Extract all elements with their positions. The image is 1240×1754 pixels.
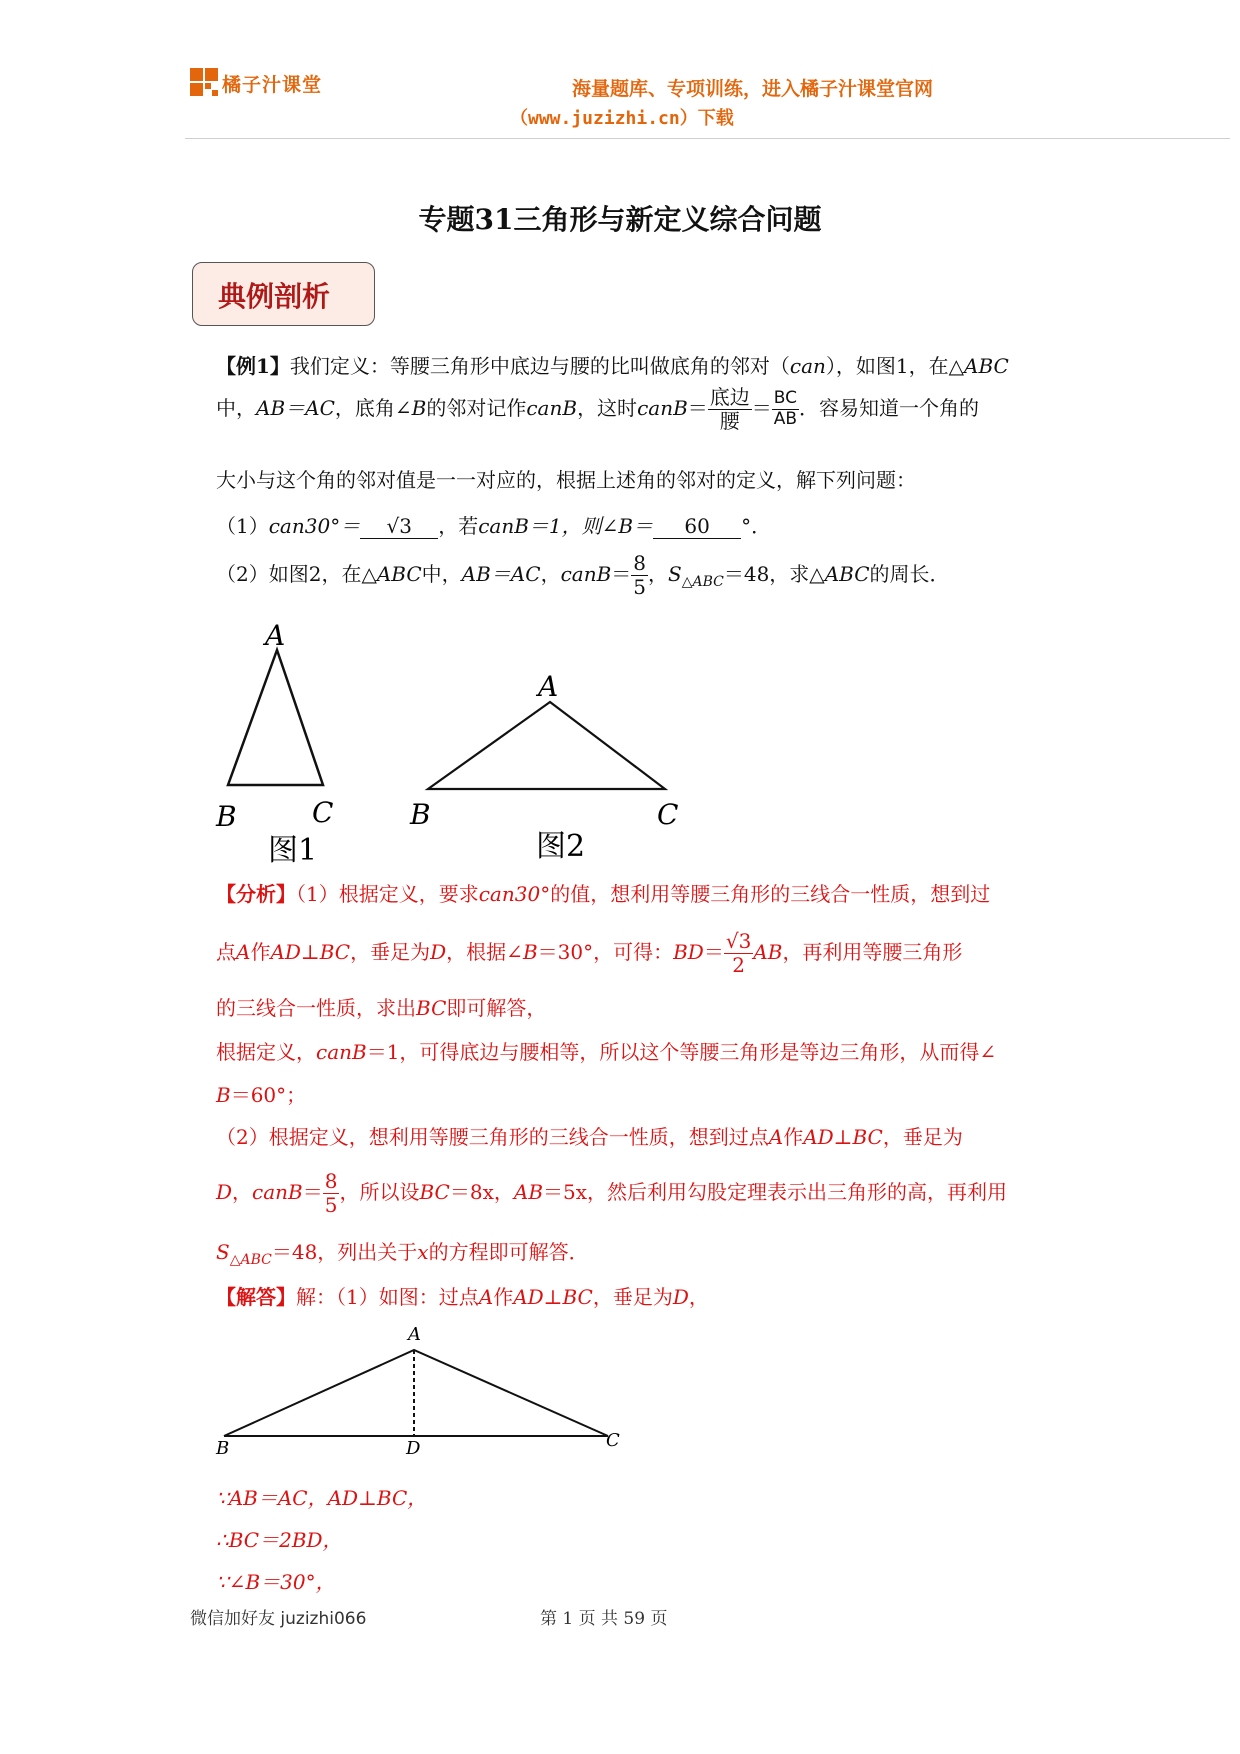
analysis-line-3: 的三线合一性质，求出BC即可解答， [216, 996, 547, 1020]
fig2-caption: 图2 [536, 829, 586, 864]
analysis-line-1: 【分析】（1）根据定义，要求can30°的值，想利用等腰三角形的三线合一性质，想到过 [216, 882, 991, 906]
analysis-line-8: $S_{\triangle ABC}=48$，列出关于x的方程即可解答． [216, 1240, 589, 1268]
fig2-label-b: B [410, 798, 431, 831]
fraction-sqrt3-over-2: $\frac{√3}{2}$ [725, 929, 752, 977]
logo-icon [190, 68, 220, 98]
triangle-fig1 [228, 650, 323, 785]
analysis-line-7: D，canB＝ $\frac{8}{5}$ ，所以设BC＝8x，AB＝5x，然后利用勾股定理表示出三角形的高，再利用 [216, 1169, 1008, 1217]
figure-3 [210, 1318, 630, 1468]
section-badge-label: 典例剖析 [218, 280, 331, 313]
triangle-fig3 [224, 1350, 608, 1436]
figure-2 [400, 660, 700, 865]
fraction-8-5: $\frac{8}{5}$ [633, 551, 646, 599]
solution-line-1: 【解答】解：（1）如图：过点A作AD⊥BC，垂足为D， [216, 1285, 709, 1309]
example-line-2: 中，AB＝AC，底角∠B的邻对记作canB，这时canB＝ $\frac{\text{底边}}{\text{腰}}$ ＝ $\frac{BC}{AB}$ ．容易知道一个角的 [216, 385, 979, 433]
footer-page-number: 第 1 页 共 59 页 [540, 1609, 668, 1629]
fig1-label-b: B [216, 800, 237, 833]
fig2-label-c: C [657, 798, 679, 831]
analysis-line-5: B＝60°； [216, 1083, 307, 1107]
fig3-label-d: D [406, 1438, 421, 1459]
fig1-label-c: C [312, 796, 334, 829]
analysis-line-2: 点A作AD⊥BC，垂足为D，根据∠B＝30°，可得：BD＝ $\frac{√3}{2}$ AB，再利用等腰三角形 [216, 929, 963, 977]
question-1: （1）can30°＝ √3 ，若canB＝1，则∠B＝ 60 °． [216, 514, 772, 538]
solution-step-1: ∵AB＝AC，AD⊥BC， [216, 1486, 428, 1510]
logo-text: 橘子汁课堂 [222, 74, 323, 96]
triangle-fig2 [428, 702, 665, 789]
solution-step-2: ∴BC＝2BD， [216, 1528, 343, 1552]
question-2: （2）如图2，在△ABC中，AB＝AC，canB＝ $\frac{8}{5}$ ，$S_{\triangle ABC}=48$，求△ABC的周长． [216, 551, 950, 599]
figure-1 [210, 618, 350, 868]
header-url[interactable]: （www.juzizhi.cn）下载 [510, 108, 734, 129]
answer-blank-2: 60 [653, 514, 741, 539]
fig3-label-a: A [408, 1324, 421, 1345]
footer-wechat: 微信加好友 juzizhi066 [190, 1609, 367, 1629]
fig3-label-c: C [606, 1430, 620, 1451]
fig1-caption: 图1 [268, 833, 318, 868]
header-divider [185, 138, 1230, 139]
answer-blank-1: √3 [360, 514, 438, 539]
example-line-3: 大小与这个角的邻对值是一一对应的，根据上述角的邻对的定义，解下列问题： [216, 468, 916, 492]
fraction-8-5-analysis: $\frac{8}{5}$ [324, 1169, 338, 1217]
header-promo: 海量题库、专项训练，进入橘子汁课堂官网 [572, 78, 934, 100]
fraction-base-over-leg: $\frac{\text{底边}}{\text{腰}}$ [709, 385, 750, 433]
page-title: 专题31三角形与新定义综合问题 [418, 203, 822, 236]
solution-step-3: ∵∠B＝30°， [216, 1570, 336, 1594]
analysis-line-4: 根据定义，canB＝1，可得底边与腰相等，所以这个等腰三角形是等边三角形，从而得∠ [216, 1040, 997, 1064]
analysis-line-6: （2）根据定义，想利用等腰三角形的三线合一性质，想到过点A作AD⊥BC，垂足为 [216, 1125, 963, 1149]
example-line-1: 【例1】我们定义：等腰三角形中底边与腰的比叫做底角的邻对（can），如图1，在△ABC [216, 354, 1009, 378]
fig3-label-b: B [216, 1438, 230, 1459]
fig2-label-a: A [538, 670, 559, 703]
fig1-label-a: A [265, 619, 286, 652]
fraction-bc-over-ab: $\frac{BC}{AB}$ [773, 388, 798, 429]
